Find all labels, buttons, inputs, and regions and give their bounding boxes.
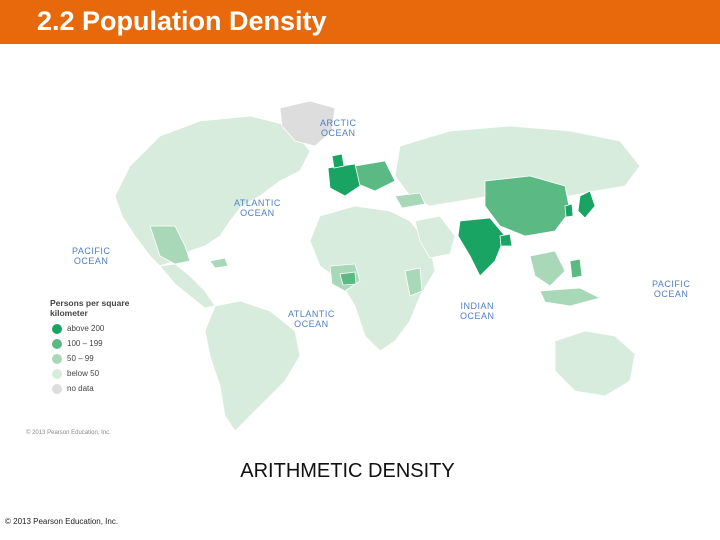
- south-america-shape: [205, 301, 300, 431]
- legend-label: 50 – 99: [67, 354, 94, 363]
- map-legend: [50, 298, 160, 397]
- indonesia-shape: [540, 288, 600, 306]
- legend-swatch: [52, 324, 62, 334]
- legend-swatch: [52, 384, 62, 394]
- legend-item: [50, 382, 160, 397]
- legend-label: below 50: [67, 369, 100, 378]
- legend-item: [50, 367, 160, 382]
- legend-title: Persons per square kilometer: [50, 298, 130, 318]
- western-europe-shape: [328, 164, 360, 196]
- legend-label: above 200: [67, 324, 105, 333]
- korea-shape: [565, 204, 573, 217]
- legend-swatch: [52, 369, 62, 379]
- japan-shape: [578, 191, 595, 218]
- copyright-footer: © 2013 Pearson Education, Inc.: [5, 517, 119, 526]
- title-bar: [0, 0, 720, 44]
- map-credit: © 2013 Pearson Education, Inc.: [26, 430, 111, 436]
- legend-item: [50, 352, 160, 367]
- central-america-shape: [160, 264, 215, 308]
- india-shape: [458, 218, 505, 276]
- philippines-shape: [570, 259, 582, 278]
- legend-item: [50, 337, 160, 352]
- ocean-label-atlantic-north: ATLANTIC OCEAN: [234, 198, 281, 218]
- legend-swatch: [52, 339, 62, 349]
- southeast-asia-shape: [530, 251, 565, 286]
- ocean-label-atlantic-south: ATLANTIC OCEAN: [288, 309, 335, 329]
- europe-east-shape: [355, 161, 395, 191]
- legend-item: [50, 322, 160, 337]
- ocean-label-pacific-east: PACIFIC OCEAN: [652, 279, 691, 299]
- uk-shape: [332, 154, 344, 168]
- legend-swatch: [52, 354, 62, 364]
- legend-label: 100 – 199: [67, 339, 103, 348]
- ocean-label-indian: INDIAN OCEAN: [460, 301, 495, 321]
- north-america-shape: [115, 116, 310, 266]
- bangladesh-shape: [500, 234, 512, 246]
- slide-title: 2.2 Population Density: [37, 6, 327, 36]
- australia-shape: [555, 331, 635, 396]
- slide-subtitle: ARITHMETIC DENSITY: [240, 460, 455, 482]
- turkey-shape: [395, 193, 425, 208]
- legend-label: no data: [67, 384, 94, 393]
- ocean-label-pacific-west: PACIFIC OCEAN: [72, 246, 111, 266]
- caribbean-shape: [210, 258, 228, 268]
- ocean-label-arctic: ARCTIC OCEAN: [320, 118, 357, 138]
- nigeria-shape: [340, 272, 356, 285]
